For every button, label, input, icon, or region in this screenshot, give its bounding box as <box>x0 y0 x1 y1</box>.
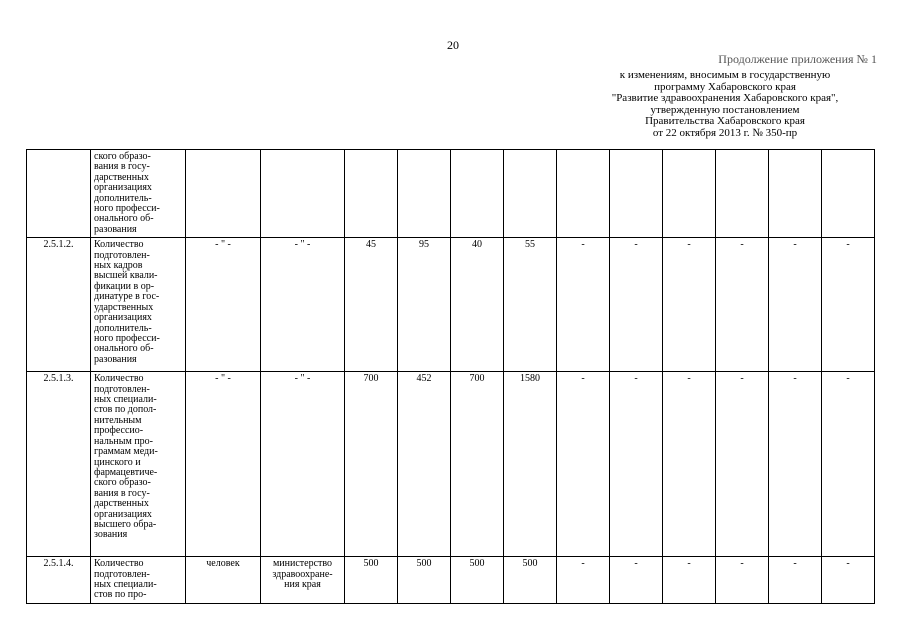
header-line: утвержденную постановлением <box>650 103 800 116</box>
row-value: - <box>610 557 663 604</box>
header-line: к изменениям, вносимым в государственную <box>619 69 831 81</box>
row-value: - <box>610 238 663 372</box>
row-value: - <box>557 557 610 604</box>
row-value: - <box>716 557 769 604</box>
page-number: 20 <box>447 38 459 52</box>
row-value: - <box>663 557 716 604</box>
row-value: 1580 <box>504 372 557 557</box>
table-row <box>27 372 875 557</box>
row-executor <box>261 150 345 238</box>
header-line: "Развитие здравоохранения Хабаровского края", <box>611 92 839 104</box>
row-executor: министерство здравоохране- ния края <box>261 557 345 604</box>
row-executor: - " - <box>261 238 345 372</box>
row-value: 500 <box>398 557 451 604</box>
row-code: 2.5.1.4. <box>27 557 91 604</box>
row-description: ского образо- вания в госу- дарственных организациях дополнитель- ного професси- онального об- разования <box>91 150 186 238</box>
row-value: - <box>822 557 875 604</box>
appendix-header <box>560 70 890 139</box>
row-executor: - " - <box>261 372 345 557</box>
row-value: 500 <box>345 557 398 604</box>
table-row <box>27 557 875 604</box>
header-line: Правительства Хабаровского края <box>645 115 805 127</box>
row-code <box>27 150 91 238</box>
row-value: - <box>610 372 663 557</box>
row-value: 500 <box>451 557 504 604</box>
table-row <box>27 238 875 372</box>
row-value: - <box>769 557 822 604</box>
row-description: Количество подготовлен- ных специали- стов по допол- нительным профессио- нальным про- граммам меди- цинского и фармацевтиче- ского образо- вания в госу- дарственных организациях высшего обра- зования <box>91 372 186 557</box>
table-row <box>27 150 875 238</box>
header-line: программу Хабаровского края <box>654 80 796 93</box>
row-value: 500 <box>504 557 557 604</box>
row-unit: человек <box>186 557 261 604</box>
row-value <box>769 150 822 238</box>
row-value: - <box>557 372 610 557</box>
row-code: 2.5.1.2. <box>27 238 91 372</box>
row-value: 700 <box>345 372 398 557</box>
row-value: - <box>663 238 716 372</box>
row-value: 452 <box>398 372 451 557</box>
row-value <box>610 150 663 238</box>
row-value <box>822 150 875 238</box>
row-value: 55 <box>504 238 557 372</box>
row-unit: - " - <box>186 238 261 372</box>
appendix-title: Продолжение приложения № 1 <box>718 52 877 66</box>
row-value <box>345 150 398 238</box>
row-value: 45 <box>345 238 398 372</box>
row-description: Количество подготовлен- ных кадров высшей квали- фикации в ор- динатуре в гос- ударственных организациях дополнитель- ного професси- онального об- разования <box>91 238 186 372</box>
row-value: 40 <box>451 238 504 372</box>
row-value <box>716 150 769 238</box>
row-value: - <box>769 238 822 372</box>
row-value: - <box>822 372 875 557</box>
row-value <box>557 150 610 238</box>
row-value: - <box>769 372 822 557</box>
row-value: - <box>716 372 769 557</box>
row-value <box>451 150 504 238</box>
row-description: Количество подготовлен- ных специали- стов по про- <box>91 557 186 604</box>
header-line: от 22 октября 2013 г. № 350-пр <box>652 126 798 139</box>
row-unit <box>186 150 261 238</box>
row-value: 95 <box>398 238 451 372</box>
row-value <box>398 150 451 238</box>
row-value: - <box>822 238 875 372</box>
row-value: - <box>663 372 716 557</box>
indicators-table <box>26 149 875 604</box>
row-value: 700 <box>451 372 504 557</box>
row-value <box>663 150 716 238</box>
row-value <box>504 150 557 238</box>
row-unit: - " - <box>186 372 261 557</box>
row-value: - <box>557 238 610 372</box>
row-value: - <box>716 238 769 372</box>
row-code: 2.5.1.3. <box>27 372 91 557</box>
